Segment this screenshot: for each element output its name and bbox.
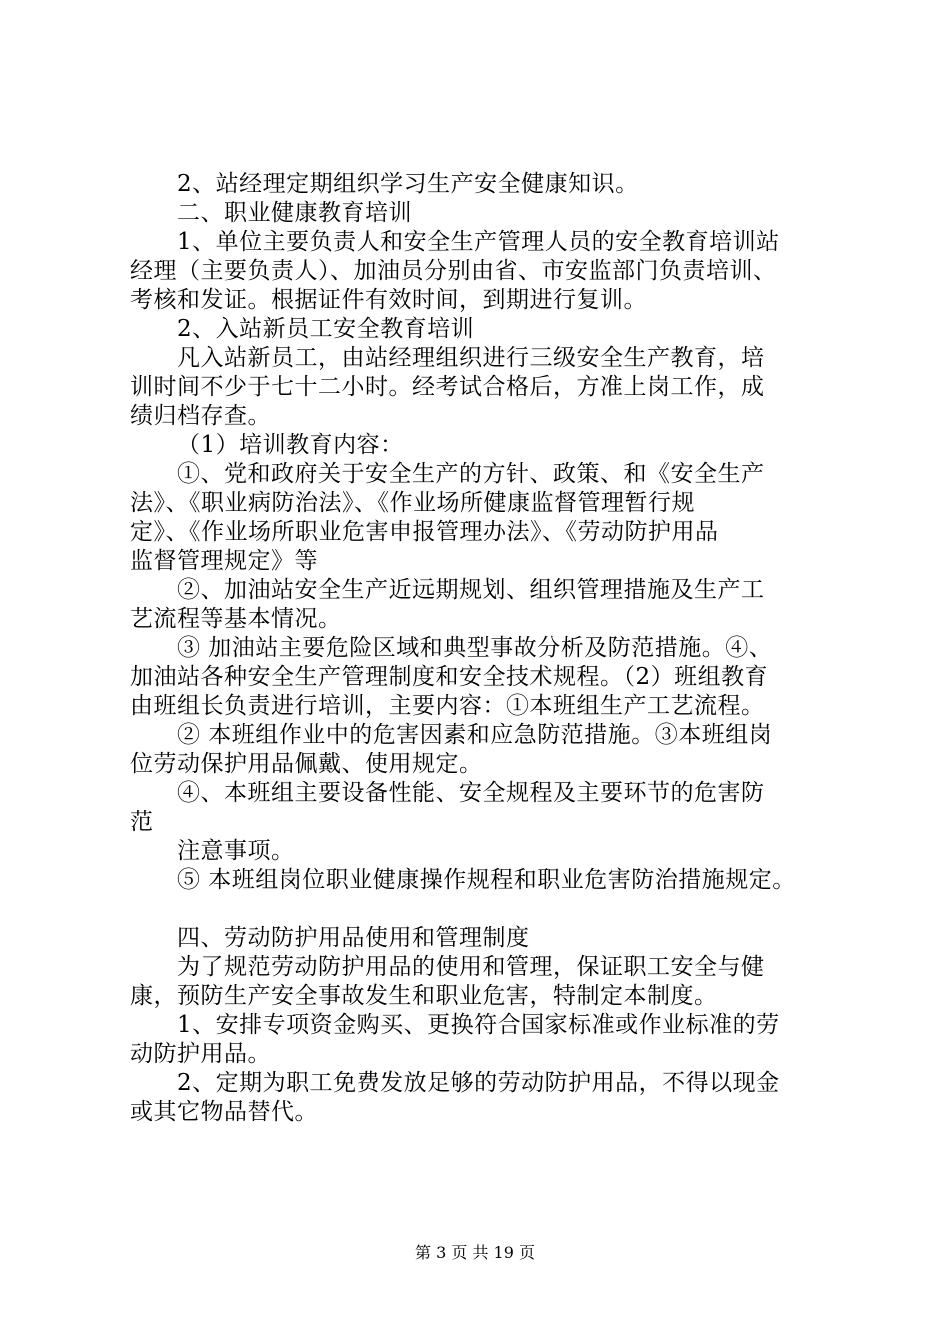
paragraph-line: 凡入站新员工，由站经理组织进行三级安全生产教育，培 [177,345,765,371]
paragraph-line: ③ 加油站主要危险区域和典型事故分析及防范措施。④、 [177,635,773,661]
paragraph-line: 加油站各种安全生产管理制度和安全技术规程。（2）班组教育 [130,664,769,690]
paragraph-line: ④、本班组主要设备性能、安全规程及主要环节的危害防 [177,780,765,806]
paragraph-line: 注意事项。 [177,838,295,864]
paragraph-line: 定》、《作业场所职业危害申报管理办法》、《劳动防护用品 [130,519,719,545]
paragraph-line: 或其它物品替代。 [130,1099,318,1125]
paragraph-line: ② 本班组作业中的危害因素和应急防范措施。③本班组岗 [177,722,773,748]
paragraph-line: 1、单位主要负责人和安全生产管理人员的安全教育培训站 [177,229,780,255]
paragraph-line: 经理（主要负责人）、加油员分别由省、市安监部门负责培训、 [130,258,777,284]
paragraph-line: 康，预防生产安全事故发生和职业危害，特制定本制度。 [130,983,718,1009]
section-heading: 二、职业健康教育培训 [177,200,412,226]
paragraph-line: 2、定期为职工免费发放足够的劳动防护用品，不得以现金 [177,1070,780,1096]
paragraph-line: 1、安排专项资金购买、更换符合国家标准或作业标准的劳 [177,1012,780,1038]
paragraph-line: 训时间不少于七十二小时。经考试合格后，方准上岗工作，成 [130,374,765,400]
paragraph-line: 由班组长负责进行培训，主要内容：①本班组生产工艺流程。 [130,693,765,719]
paragraph-line: 艺流程等基本情况。 [130,606,342,632]
paragraph-line: ①、党和政府关于安全生产的方针、政策、和《安全生产 [177,461,765,487]
subsection-heading: 2、入站新员工安全教育培训 [177,316,475,342]
paragraph-line: 绩归档存查。 [130,403,271,429]
paragraph-line: ⑤ 本班组岗位职业健康操作规程和职业危害防治措施规定。 [177,867,796,893]
section-heading: 四、劳动防护用品使用和管理制度 [177,925,530,951]
paragraph-line: 动防护用品。 [130,1041,271,1067]
paragraph-line: 位劳动保护用品佩戴、使用规定。 [130,751,483,777]
paragraph-line: 法》、《职业病防治法》、《作业场所健康监督管理暂行规 [130,490,695,516]
subsection-heading: （1）培训教育内容： [177,432,404,458]
paragraph-line: 考核和发证。根据证件有效时间，到期进行复训。 [130,287,647,313]
paragraph-line: 为了规范劳动防护用品的使用和管理，保证职工安全与健 [177,954,765,980]
paragraph-line: 范 [130,809,154,835]
paragraph-line: 监督管理规定》等 [130,548,318,574]
blank-line [130,895,845,924]
paragraph-line: 2、站经理定期组织学习生产安全健康知识。 [177,171,639,197]
page-number-footer: 第 3 页 共 19 页 [415,1243,535,1262]
paragraph-line: ②、加油站安全生产近远期规划、组织管理措施及生产工 [177,577,765,603]
document-body [130,170,845,1127]
